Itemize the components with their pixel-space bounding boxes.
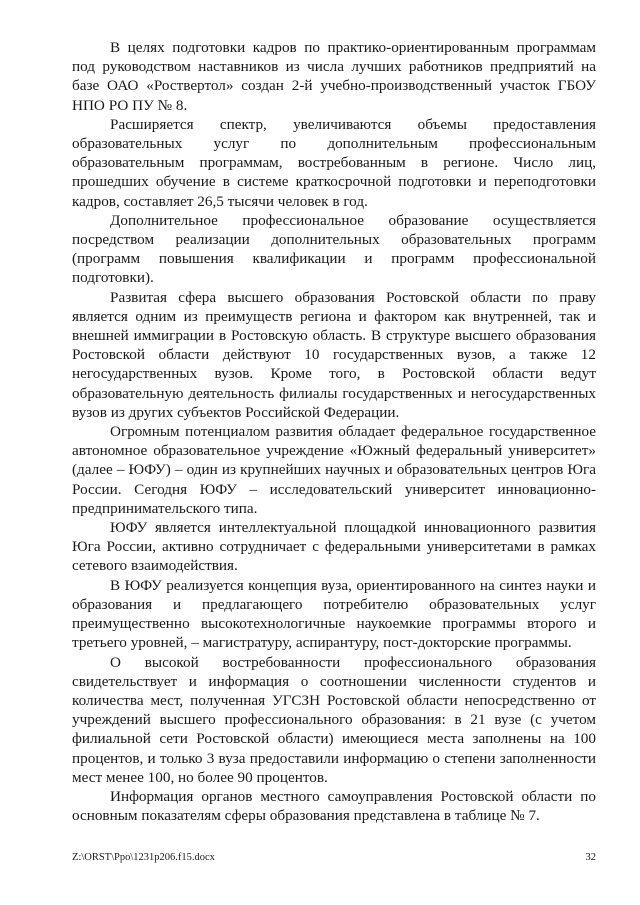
paragraph-sfedu-innovation: ЮФУ является интеллектуальной площадкой инновационного развития Юга России, активно сотрудничает с федеральными университетами в рамках сетевого взаимодействия. xyxy=(72,519,596,575)
document-body xyxy=(72,38,596,825)
paragraph-demand: О высокой востребованности профессионального образования свидетельствует и информация о соотношении численности студентов и количества мест, полученная УГСЗН Ростовской области непосредственно от учреждений высшего профессионального образования: в 21 вузе (с учетом филиальной сети Ростовской области) имеющиеся места заполнены на 100 процентов, и только 3 вуза предоставили информацию о степени заполненности мест менее 100, но более 90 процентов. xyxy=(72,653,596,786)
paragraph-additional-services: Расширяется спектр, увеличиваются объемы предоставления образовательных услуг по дополнительным профессиональным образовательным программам, востребованным в регионе. Число лиц, прошедших обучение в системе краткосрочной подготовки и переподготовки кадров, составляет 26,5 тысячи человек в год. xyxy=(72,115,596,210)
paragraph-training-site: В целях подготовки кадров по практико-ориентированным программам под руководством наставников из числа лучших работников предприятий на базе ОАО «Роствертол» создан 2-й учебно-производственный участок ГБОУ НПО РО ПУ № 8. xyxy=(72,39,596,114)
paragraph-sfedu-potential: Огромным потенциалом развития обладает федеральное государственное автономное образовательное учреждение «Южный федеральный университет» (далее – ЮФУ) – один из крупнейших научных и образовательных центров Юга России. Сегодня ЮФУ – исследовательский университет инновационно-предпринимательского типа. xyxy=(72,423,596,517)
paragraph-sfedu-concept: В ЮФУ реализуется концепция вуза, ориентированного на синтез науки и образования и предлагающего потребителю образовательных услуг преимущественно высокотехнологичные наукоемкие программы второго и третьего уровней, – магистратуру, аспирантуру, пост-докторские программы. xyxy=(72,576,596,652)
paragraph-higher-education: Развитая сфера высшего образования Ростовской области по праву является одним из преимуществ региона и фактором как внутренней, так и внешней иммиграции в Ростовскую область. В структуре высшего образования Ростовской области действуют 10 государственных вузов, а также 12 негосударственных вузов. Кроме того, в Ростовской области ведут образовательную деятельность филиалы государственных и негосударственных вузов из других субъектов Российской Федерации. xyxy=(72,288,596,421)
footer-file-path: Z:\ORST\Ppo\1231p206.f15.docx xyxy=(72,852,215,863)
footer-page-number: 32 xyxy=(585,852,596,863)
paragraph-additional-education: Дополнительное профессиональное образование осуществляется посредством реализации дополнительных образовательных программ (программ повышения квалификации и программ профессиональной подготовки). xyxy=(72,211,596,287)
paragraph-table-reference: Информация органов местного самоуправления Ростовской области по основным показателям сферы образования представлена в таблице № 7. xyxy=(72,787,596,825)
